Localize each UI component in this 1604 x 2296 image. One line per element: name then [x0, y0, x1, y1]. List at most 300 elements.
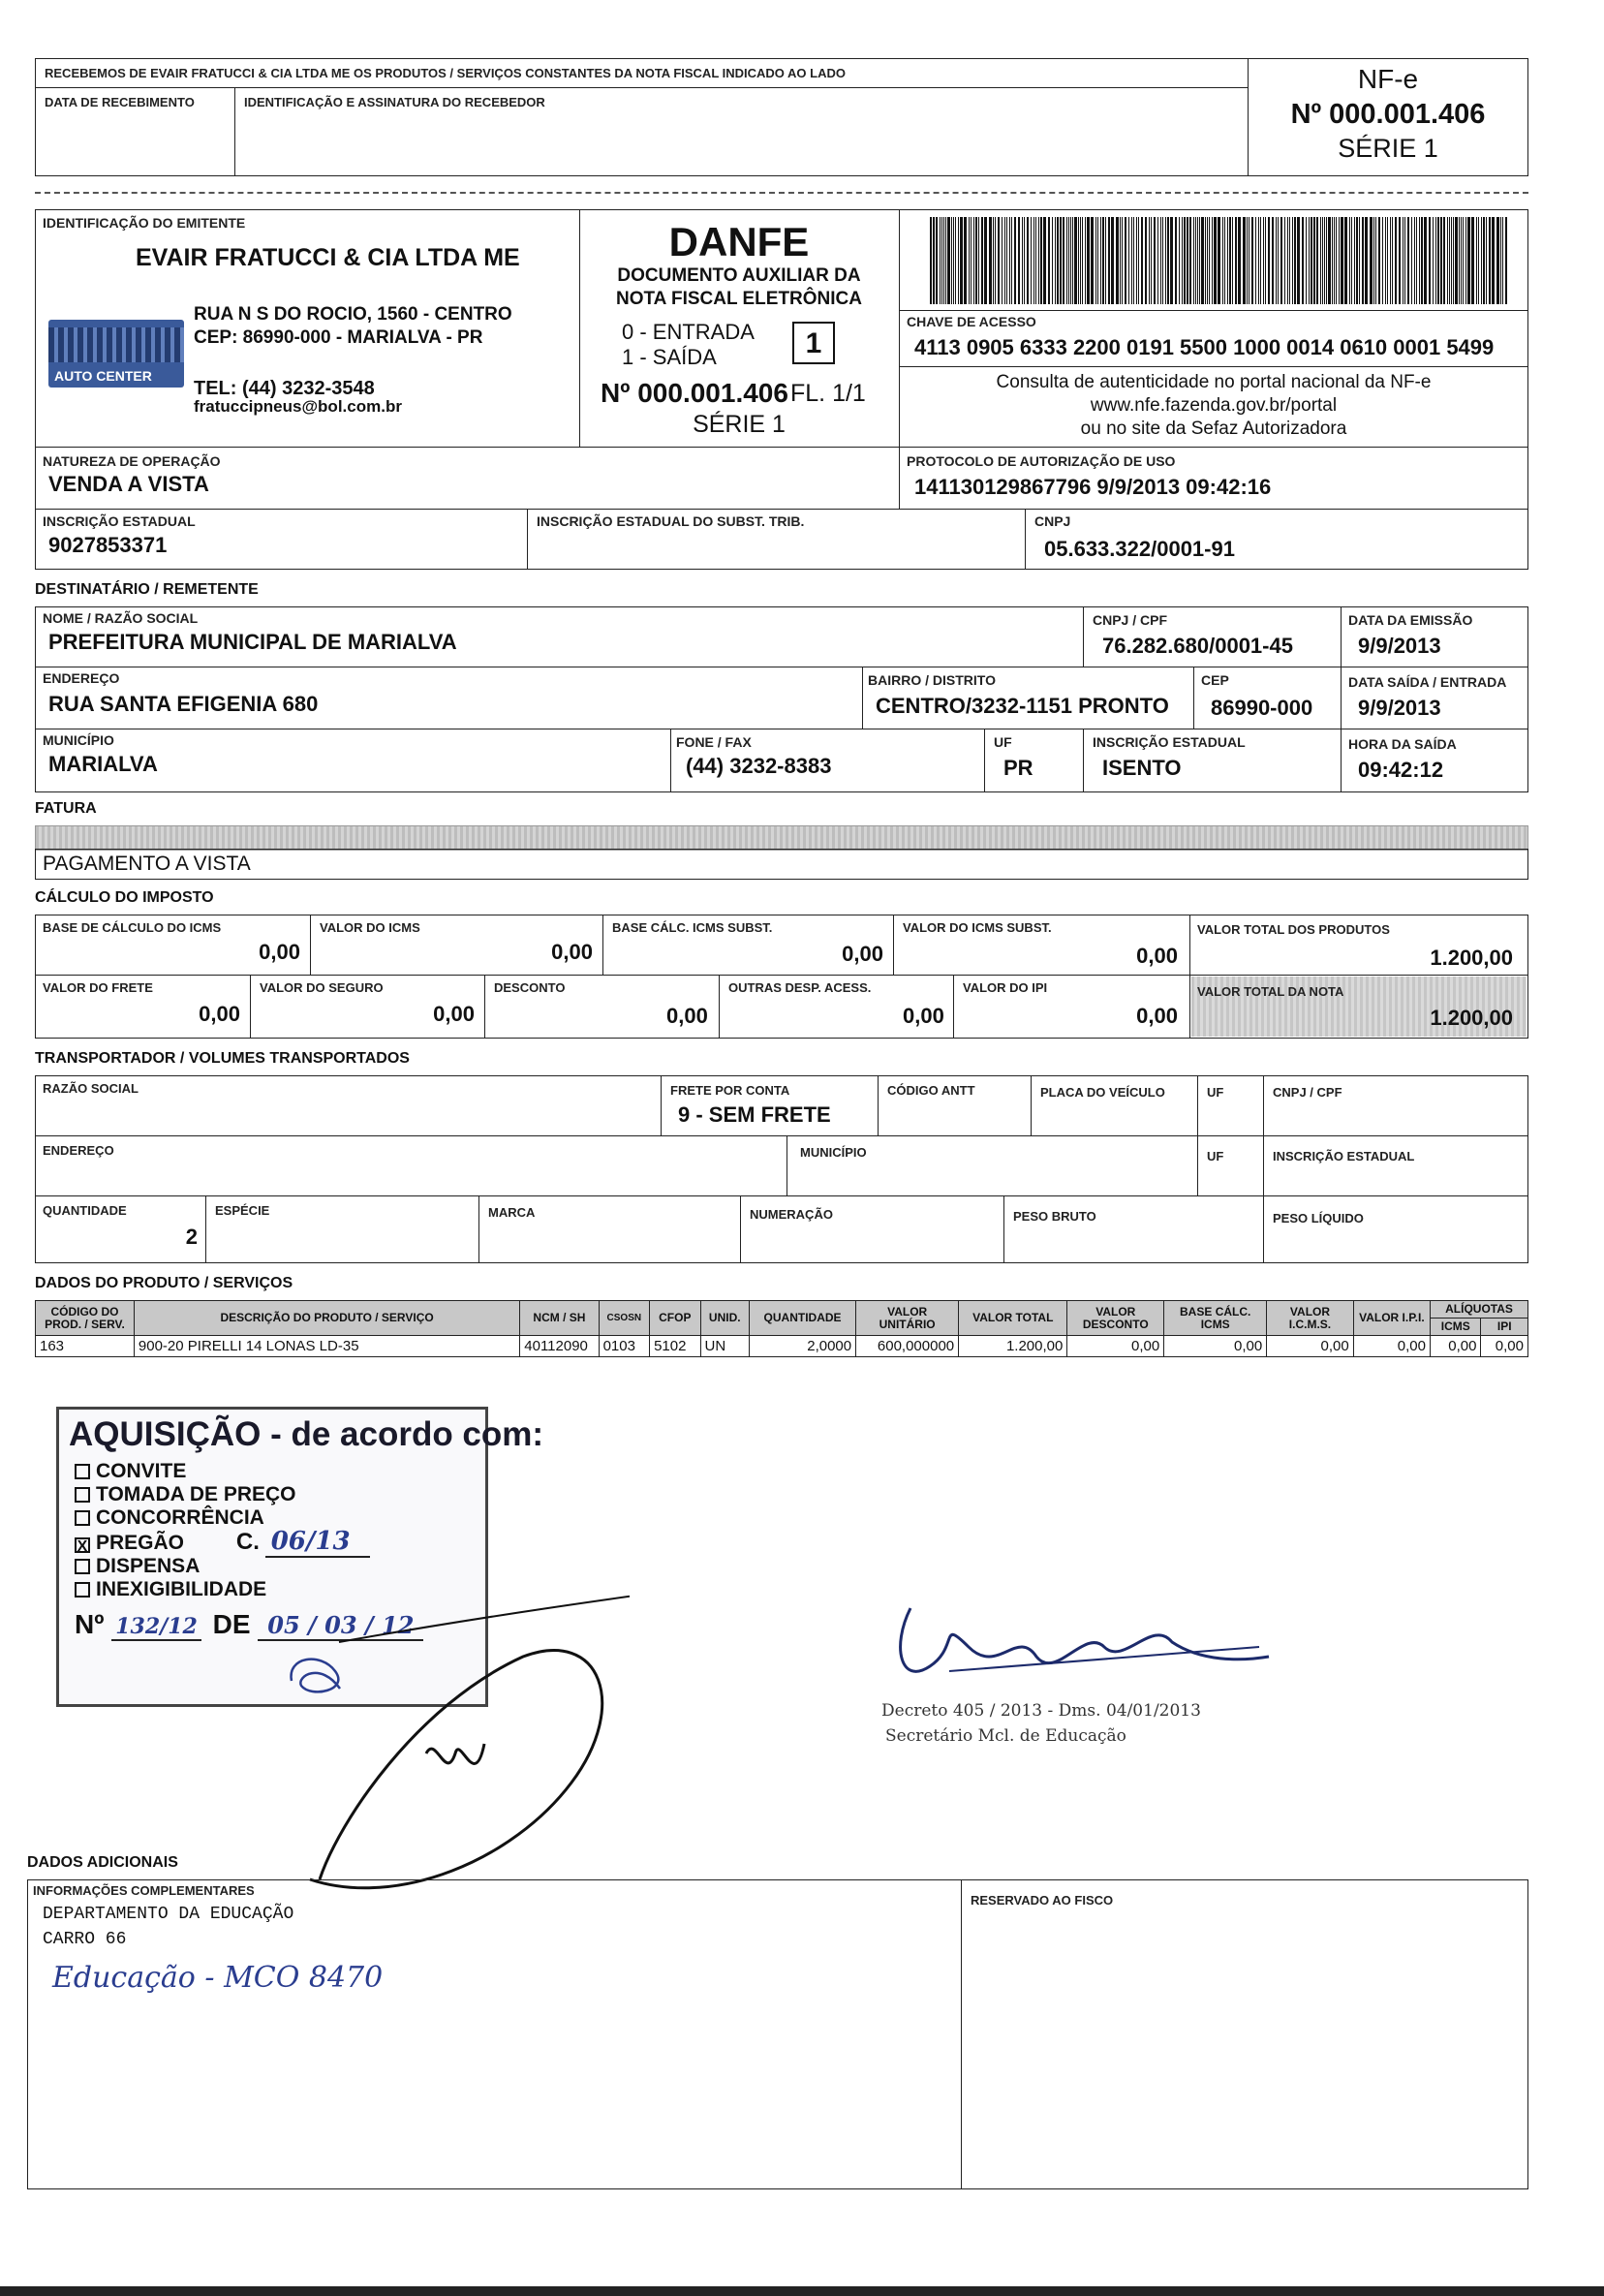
barcode-bar [975, 217, 977, 304]
barcode-bar [1068, 217, 1069, 304]
barcode-bar [1189, 217, 1191, 304]
stamp-option-label: DISPENSA [96, 1555, 200, 1577]
recipient-name: PREFEITURA MUNICIPAL DE MARIALVA [48, 630, 457, 654]
divider-t4 [1189, 915, 1190, 1039]
col-ncm: NCM / SH [520, 1301, 599, 1336]
recipient-city-label: MUNICÍPIO [43, 732, 114, 748]
barcode-bar [1078, 217, 1079, 304]
total-note-value: 1.200,00 [1430, 1006, 1513, 1030]
barcode-bar [1116, 217, 1119, 304]
barcode-bar [1149, 217, 1150, 304]
barcode-bar [964, 217, 967, 304]
barcode-bar [1224, 217, 1225, 304]
barcode-bar [1403, 217, 1404, 304]
barcode-bar [1433, 217, 1434, 304]
nature-row [35, 448, 1528, 510]
barcode-bar [1100, 217, 1101, 304]
barcode-bar [1027, 217, 1029, 304]
cell-rate-ipi: 0,00 [1481, 1336, 1528, 1357]
barcode-bar [1138, 217, 1139, 304]
barcode-bar [1022, 217, 1023, 304]
checkbox-icon [75, 1487, 90, 1503]
products-section: DADOS DO PRODUTO / SERVIÇOS [35, 1275, 293, 1291]
barcode-bar [1424, 217, 1427, 304]
stamp-no-label: Nº [75, 1609, 105, 1639]
barcode-bar [1292, 217, 1293, 304]
divider-tr-k [1263, 1195, 1264, 1263]
barcode-bar [1461, 217, 1462, 304]
stamp-title: AQUISIÇÃO - de acordo com: [69, 1415, 544, 1453]
cell-unit-value: 600,000000 [856, 1336, 959, 1357]
base-icms-value: 0,00 [259, 940, 300, 964]
divider-t1 [310, 915, 311, 975]
emitter-logo [48, 320, 184, 388]
barcode-bar [1399, 217, 1401, 304]
barcode-bar [1165, 217, 1166, 304]
barcode-bar [1334, 217, 1335, 304]
scan-bottom-edge [0, 2286, 1604, 2296]
barcode-bar [1151, 217, 1152, 304]
cell-unit: UN [700, 1336, 749, 1357]
barcode-bar [1500, 217, 1501, 304]
info-line-1: DEPARTAMENTO DA EDUCAÇÃO [43, 1905, 294, 1924]
barcode-bar [1375, 217, 1376, 304]
checkbox-icon [75, 1464, 90, 1479]
barcode-bar [1455, 217, 1458, 304]
total-note-label: VALOR TOTAL DA NOTA [1197, 984, 1344, 999]
barcode-bar [1356, 217, 1358, 304]
barcode-bar [1459, 217, 1460, 304]
ie-value: 9027853371 [48, 533, 168, 557]
icms-st-value: 0,00 [1136, 944, 1178, 968]
phone-value: (44) 3232-8383 [686, 754, 832, 778]
barcode-bar [1184, 217, 1186, 304]
danfe-serie: SÉRIE 1 [693, 411, 786, 438]
other-expenses-value: 0,00 [903, 1004, 944, 1028]
barcode-bar [1336, 217, 1337, 304]
danfe-number: Nº 000.001.406 [601, 378, 788, 408]
divider-ie-cnpj [1025, 510, 1026, 570]
receipt-serie: SÉRIE 1 [1338, 134, 1438, 163]
barcode-bar [1373, 217, 1374, 304]
receipt-date-label: DATA DE RECEBIMENTO [45, 95, 195, 109]
barcode-bar [1387, 217, 1388, 304]
barcode-bar [1070, 217, 1071, 304]
barcode-bar [1505, 217, 1507, 304]
divider-t2 [602, 915, 603, 975]
access-key-label: CHAVE DE ACESSO [907, 314, 1036, 329]
barcode-bar [1154, 217, 1156, 304]
col-csosn: CSOSN [599, 1301, 649, 1336]
checkbox-icon [75, 1559, 90, 1574]
recipient-address-label: ENDEREÇO [43, 670, 120, 686]
barcode-bar [981, 217, 983, 304]
barcode-bar [1235, 217, 1237, 304]
divider-t3 [893, 915, 894, 975]
consult-line-2: www.nfe.fazenda.gov.br/portal [1090, 395, 1338, 416]
carrier-uf-label: UF [1207, 1085, 1224, 1100]
secretary-decree: Decreto 405 / 2013 - Dms. 04/01/2013 [881, 1701, 1201, 1721]
stamp-c-value: 06/13 [265, 1527, 370, 1558]
barcode-bar [1258, 217, 1259, 304]
barcode-bar [1227, 217, 1228, 304]
table-row [36, 1336, 1528, 1357]
receipt-divider-h [35, 87, 1248, 88]
barcode-bar [1199, 217, 1200, 304]
freight-by-label: FRETE POR CONTA [670, 1083, 790, 1098]
handwritten-note: Educação - MCO 8470 [52, 1961, 384, 1995]
barcode-bar [1033, 217, 1034, 304]
barcode-bar [1128, 217, 1129, 304]
antt-label: CÓDIGO ANTT [887, 1083, 975, 1098]
base-st-label: BASE CÁLC. ICMS SUBST. [612, 920, 773, 935]
barcode-bar [1492, 217, 1495, 304]
barcode-bar [1320, 217, 1321, 304]
barcode-bar [1063, 217, 1064, 304]
col-cfop: CFOP [650, 1301, 700, 1336]
stamp-option-pregao [75, 1527, 370, 1556]
danfe-title: DANFE [668, 219, 810, 264]
barcode-bar [1265, 217, 1266, 304]
barcode-bar [1040, 217, 1042, 304]
receipt-divider-v2 [234, 87, 235, 176]
barcode-bar [1322, 217, 1323, 304]
barcode-bar [1205, 217, 1206, 304]
barcode-bar [1349, 217, 1350, 304]
discount-label: DESCONTO [494, 980, 566, 995]
barcode-bar [1087, 217, 1090, 304]
barcode-bar [1247, 217, 1248, 304]
barcode-bar [1471, 217, 1474, 304]
cell-cfop: 5102 [650, 1336, 700, 1357]
protocol-value: 141130129867796 9/9/2013 09:42:16 [914, 475, 1272, 499]
secretary-signature-icon [872, 1589, 1279, 1695]
divider-tr-h2 [35, 1195, 1528, 1196]
divider-tr-h1 [35, 1135, 1528, 1136]
barcode-bar [1108, 217, 1110, 304]
qty-value: 2 [185, 1225, 198, 1249]
stamp-no-value: 132/12 [111, 1614, 201, 1641]
nature-label: NATUREZA DE OPERAÇÃO [43, 453, 221, 469]
barcode-bar [1125, 217, 1126, 304]
consult-line-3: ou no site da Sefaz Autorizadora [1080, 419, 1347, 439]
total-products-value: 1.200,00 [1430, 946, 1513, 970]
recipient-section: DESTINATÁRIO / REMETENTE [35, 581, 259, 598]
access-key-barcode [930, 217, 1509, 304]
barcode-bar [1162, 217, 1163, 304]
recipient-cnpj-label: CNPJ / CPF [1093, 612, 1168, 628]
insurance-value: 0,00 [433, 1002, 475, 1026]
barcode-bar [1048, 217, 1050, 304]
stamp-option-convite [75, 1460, 370, 1483]
barcode-bar [936, 217, 938, 304]
recipient-ie-label: INSCRIÇÃO ESTADUAL [1093, 734, 1246, 750]
stamp-option-label: PREGÃO [96, 1532, 185, 1554]
barcode-bar [1496, 217, 1499, 304]
barcode-bar [1502, 217, 1503, 304]
barcode-bar [1306, 217, 1307, 304]
barcode-bar [1035, 217, 1036, 304]
barcode-bar [1080, 217, 1081, 304]
barcode-bar [1105, 217, 1106, 304]
barcode-bar [1414, 217, 1415, 304]
divider-r-date [1341, 606, 1342, 792]
carrier-ie-label: INSCRIÇÃO ESTADUAL [1273, 1149, 1415, 1164]
divider-t6 [484, 975, 485, 1039]
barcode-bar [1316, 217, 1318, 304]
exit-date: 9/9/2013 [1358, 696, 1441, 720]
barcode-bar [1326, 217, 1327, 304]
barcode-bar [1429, 217, 1431, 304]
barcode-bar [1297, 217, 1300, 304]
barcode-bar [1066, 217, 1067, 304]
barcode-bar [1111, 217, 1114, 304]
recipient-cep-label: CEP [1201, 672, 1229, 688]
barcode-bar [1451, 217, 1452, 304]
cell-code: 163 [36, 1336, 135, 1357]
stamp-de-label: DE [212, 1609, 251, 1639]
barcode-bar [1313, 217, 1315, 304]
nature-value: VENDA A VISTA [48, 472, 209, 496]
species-label: ESPÉCIE [215, 1203, 270, 1218]
barcode-bar [1187, 217, 1188, 304]
barcode-bar [1011, 217, 1012, 304]
divider-r-cnpj [1083, 606, 1084, 667]
access-key: 4113 0905 6333 2200 0191 5500 1000 0014 0610 0001 5499 [914, 335, 1495, 359]
barcode-bar [1091, 217, 1094, 304]
divider-key [899, 366, 1528, 367]
divider-tr-j [1003, 1195, 1004, 1263]
cell-icms: 0,00 [1267, 1336, 1354, 1357]
barcode-bar [1038, 217, 1039, 304]
barcode-bar [1453, 217, 1454, 304]
fisco-label: RESERVADO AO FISCO [971, 1893, 1114, 1908]
barcode-bar [1302, 217, 1304, 304]
emitter-label: IDENTIFICAÇÃO DO EMITENTE [43, 215, 246, 231]
icms-label: VALOR DO ICMS [320, 920, 420, 935]
cnpj-value: 05.633.322/0001-91 [1044, 537, 1235, 561]
divider-tr-b [878, 1075, 879, 1135]
col-discount: VALOR DESCONTO [1067, 1301, 1164, 1336]
cell-discount: 0,00 [1067, 1336, 1164, 1357]
barcode-bar [1060, 217, 1062, 304]
emission-date: 9/9/2013 [1358, 634, 1441, 658]
barcode-bar [960, 217, 963, 304]
products-table [35, 1300, 1528, 1357]
barcode-bar [940, 217, 941, 304]
barcode-bar [1238, 217, 1241, 304]
barcode-bar [943, 217, 944, 304]
info-label: INFORMAÇÕES COMPLEMENTARES [33, 1883, 255, 1898]
barcode-bar [1284, 217, 1285, 304]
barcode-bar [1120, 217, 1121, 304]
barcode-bar [1359, 217, 1360, 304]
numbering-label: NUMERAÇÃO [750, 1207, 833, 1222]
barcode-bar [978, 217, 979, 304]
discount-value: 0,00 [666, 1004, 708, 1028]
recipient-city: MARIALVA [48, 752, 158, 776]
cell-ncm: 40112090 [520, 1336, 599, 1357]
divider-r-district [862, 667, 863, 729]
barcode-bar [1341, 217, 1343, 304]
barcode-bar [1476, 217, 1477, 304]
info-line-2: CARRO 66 [43, 1930, 127, 1949]
barcode-bar [1309, 217, 1310, 304]
barcode-bar [971, 217, 972, 304]
barcode-bar [1272, 217, 1274, 304]
carrier-cnpj-label: CNPJ / CPF [1273, 1085, 1342, 1100]
danfe-subtitle-1: DOCUMENTO AUXILIAR DA [617, 265, 861, 286]
stamp-option-dispensa [75, 1555, 370, 1578]
base-icms-label: BASE DE CÁLCULO DO ICMS [43, 920, 222, 935]
barcode-bar [958, 217, 959, 304]
carrier-address-label: ENDEREÇO [43, 1143, 114, 1158]
divider-r-cep [1193, 667, 1194, 729]
barcode-bar [1311, 217, 1312, 304]
payment-box [35, 849, 1528, 880]
divider-r-ie [1083, 729, 1084, 792]
checkbox-icon [75, 1510, 90, 1526]
barcode-bar [1207, 217, 1208, 304]
barcode-bar [1440, 217, 1442, 304]
exit-date-label: DATA SAÍDA / ENTRADA [1348, 674, 1507, 690]
logo-text: AUTO CENTER [54, 368, 152, 384]
invoice-section: FATURA [35, 800, 97, 817]
carrier-name-label: RAZÃO SOCIAL [43, 1081, 139, 1096]
signature-loop-icon [281, 1589, 630, 1908]
barcode-bar [1141, 217, 1143, 304]
cell-rate-icms: 0,00 [1431, 1336, 1481, 1357]
barcode-bar [1014, 217, 1016, 304]
qty-label: QUANTIDADE [43, 1203, 127, 1218]
barcode-bar [933, 217, 935, 304]
barcode-bar [1018, 217, 1020, 304]
col-total: VALOR TOTAL [959, 1301, 1067, 1336]
icms-value: 0,00 [551, 940, 593, 964]
barcode-bar [1324, 217, 1325, 304]
barcode-bar [1447, 217, 1448, 304]
other-expenses-label: OUTRAS DESP. ACESS. [728, 980, 872, 995]
barcode-bar [969, 217, 970, 304]
recipient-cep: 86990-000 [1211, 696, 1313, 720]
divider-tr-h [478, 1195, 479, 1263]
barcode-bar [1209, 217, 1210, 304]
barcode-bar [1280, 217, 1282, 304]
icms-st-label: VALOR DO ICMS SUBST. [903, 920, 1052, 935]
divider-r-phone [670, 729, 671, 792]
barcode-bar [1074, 217, 1077, 304]
cell-base: 0,00 [1164, 1336, 1267, 1357]
recipient-cnpj: 76.282.680/0001-45 [1102, 634, 1293, 658]
barcode-bar [1483, 217, 1485, 304]
barcode-bar [1251, 217, 1253, 304]
recipient-name-label: NOME / RAZÃO SOCIAL [43, 610, 199, 626]
barcode-bar [989, 217, 992, 304]
danfe-saida: 1 - SAÍDA [622, 345, 717, 369]
barcode-bar [1229, 217, 1231, 304]
barcode-bar [1489, 217, 1491, 304]
divider-additional [961, 1879, 962, 2189]
barcode-bar [1328, 217, 1331, 304]
stamp-option-label: TOMADA DE PREÇO [96, 1483, 296, 1505]
barcode-bar [1136, 217, 1137, 304]
barcode-bar [1351, 217, 1352, 304]
emitter-address: RUA N S DO ROCIO, 1560 - CENTRO [194, 304, 512, 325]
barcode-bar [1167, 217, 1169, 304]
tax-section: CÁLCULO DO IMPOSTO [35, 889, 214, 906]
receipt-nfe: NF-e [1357, 64, 1419, 94]
stamp-option-label: INEXIGIBILIDADE [96, 1578, 267, 1600]
barcode-bar [1145, 217, 1147, 304]
barcode-bar [1294, 217, 1296, 304]
barcode-bar [1481, 217, 1482, 304]
stamp-c-label: C. [235, 1529, 260, 1555]
barcode-bar [1024, 217, 1025, 304]
freight-value: 0,00 [199, 1002, 240, 1026]
divider-t5 [250, 975, 251, 1039]
barcode-bar [1009, 217, 1010, 304]
ie-st-label: INSCRIÇÃO ESTADUAL DO SUBST. TRIB. [537, 513, 805, 529]
exit-time: 09:42:12 [1358, 758, 1444, 782]
barcode-bar [1392, 217, 1393, 304]
barcode-bar [1416, 217, 1417, 304]
barcode-bar [1179, 217, 1180, 304]
divider-tr-d [1197, 1075, 1198, 1195]
additional-block [27, 1879, 1528, 2189]
recipient-ie: ISENTO [1102, 756, 1182, 780]
divider-barcode [899, 310, 1528, 311]
divider-t-h [35, 975, 1528, 976]
barcode-bar [1287, 217, 1288, 304]
col-unit-value: VALOR UNITÁRIO [856, 1301, 959, 1336]
products-header-row [36, 1301, 1528, 1319]
insurance-label: VALOR DO SEGURO [260, 980, 384, 995]
secretary-title: Secretário Mcl. de Educação [885, 1726, 1126, 1746]
danfe-type-box: 1 [792, 322, 835, 364]
barcode-bar [1255, 217, 1256, 304]
divider-tr-a [661, 1075, 662, 1135]
barcode-bar [1463, 217, 1464, 304]
gross-weight-label: PESO BRUTO [1013, 1209, 1096, 1224]
district-label: BAIRRO / DISTRITO [868, 672, 996, 688]
barcode-bar [1175, 217, 1177, 304]
emission-label: DATA DA EMISSÃO [1348, 612, 1473, 628]
barcode-bar [1435, 217, 1436, 304]
cell-csosn: 0103 [599, 1336, 649, 1357]
freight-label: VALOR DO FRETE [43, 980, 153, 995]
barcode-bar [1072, 217, 1073, 304]
checkbox-icon [75, 1582, 90, 1598]
col-code: CÓDIGO DO PROD. / SERV. [36, 1301, 135, 1336]
barcode-bar [955, 217, 956, 304]
barcode-bar [1278, 217, 1279, 304]
barcode-bar [1102, 217, 1104, 304]
col-base: BASE CÁLC. ICMS [1164, 1301, 1267, 1336]
barcode-bar [1043, 217, 1046, 304]
barcode-bar [1437, 217, 1439, 304]
emitter-tel: TEL: (44) 3232-3548 [194, 378, 375, 399]
barcode-bar [1260, 217, 1261, 304]
barcode-bar [1407, 217, 1409, 304]
barcode-bar [1133, 217, 1134, 304]
barcode-bar [945, 217, 946, 304]
barcode-bar [1182, 217, 1183, 304]
barcode-bar [1052, 217, 1053, 304]
barcode-bar [1289, 217, 1290, 304]
barcode-bar [1382, 217, 1383, 304]
recipient-uf: PR [1003, 756, 1033, 780]
barcode-bar [1222, 217, 1223, 304]
